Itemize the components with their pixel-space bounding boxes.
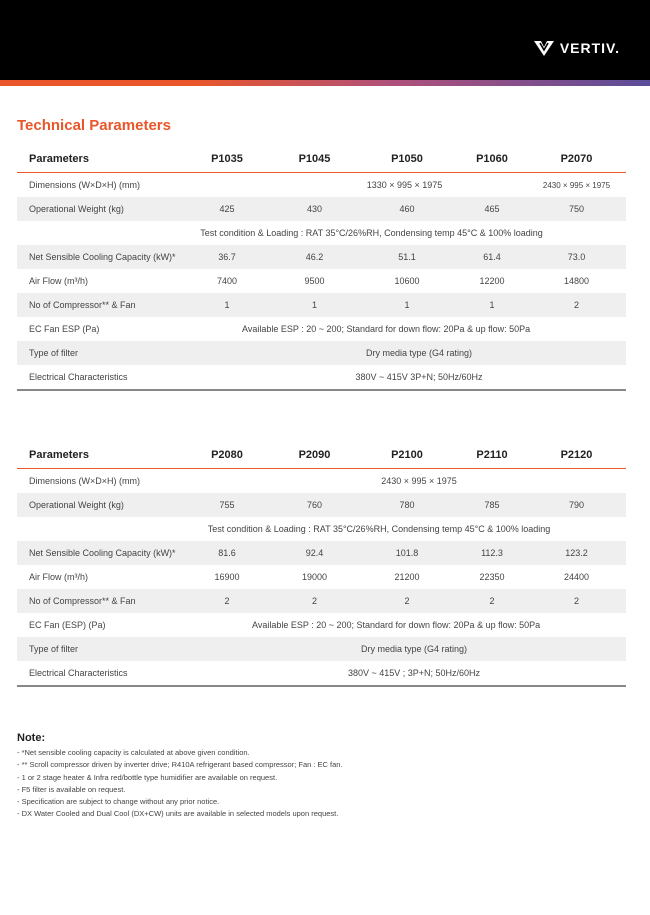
row-label: Net Sensible Cooling Capacity (kW)* — [17, 541, 182, 565]
cell-value: 780 — [357, 493, 457, 517]
table-header-row — [17, 146, 626, 173]
row-label: Dimensions (W×D×H) (mm) — [29, 476, 141, 486]
cell-value: 7400 — [216, 276, 238, 286]
cell-value: 2 — [457, 589, 527, 613]
header-parameters: Parameters — [29, 153, 89, 165]
table-row — [17, 517, 626, 541]
table-row — [17, 565, 626, 589]
cell-value: 81.6 — [182, 541, 272, 565]
cell-value: 101.8 — [357, 541, 457, 565]
cell-value: 14800 — [563, 276, 590, 286]
cell-value: 12200 — [479, 276, 505, 286]
row-label: Operational Weight (kg) — [17, 197, 182, 221]
notes-title: Note: — [17, 732, 46, 744]
row-label: EC Fan (ESP) (Pa) — [29, 620, 106, 630]
header-bar — [0, 0, 650, 80]
test-condition: Test condition & Loading : RAT 35°C/26%RH, Condensing temp 45°C & 100% loading — [207, 524, 551, 534]
table-row — [17, 341, 626, 365]
table-row — [17, 493, 626, 517]
table-row — [17, 245, 626, 269]
row-label: Net Sensible Cooling Capacity (kW)* — [17, 245, 182, 269]
row-label: No of Compressor** & Fan — [17, 293, 182, 317]
header-model: P1035 — [211, 153, 243, 165]
header-model: P2090 — [298, 449, 331, 461]
header-model: P2080 — [211, 449, 243, 461]
cell-value: 2430 × 995 × 1975 — [381, 476, 457, 486]
cell-value: 46.2 — [272, 245, 357, 269]
row-label: Operational Weight (kg) — [17, 493, 182, 517]
row-label: Electrical Characteristics — [29, 668, 128, 678]
table-row — [17, 173, 626, 198]
cell-value: 460 — [357, 197, 457, 221]
table-row — [17, 613, 626, 637]
cell-value: 2 — [182, 589, 272, 613]
cell-value: 425 — [182, 197, 272, 221]
cell-value: 2 — [272, 589, 357, 613]
header-model: P2110 — [476, 449, 508, 461]
row-label: Dimensions (W×D×H) (mm) — [29, 180, 141, 190]
table-row — [17, 269, 626, 293]
table-row — [17, 365, 626, 390]
cell-value: 1 — [357, 293, 457, 317]
note-item: - 1 or 2 stage heater & Infra red/bottle type humidifier are available on request. — [17, 772, 278, 782]
row-label: Electrical Characteristics — [29, 372, 128, 382]
cell-value: 22350 — [479, 572, 505, 582]
spec-table-1 — [17, 146, 626, 391]
cell-value: 1330 × 995 × 1975 — [366, 180, 443, 190]
note-item: - Specification are subject to change without any prior notice. — [17, 797, 220, 807]
cell-value: 2430 × 995 × 1975 — [542, 180, 611, 190]
table-header-row — [17, 442, 626, 469]
table-row — [17, 541, 626, 565]
cell-value: 112.3 — [457, 541, 527, 565]
brand-logo — [534, 38, 620, 58]
notes-section — [17, 732, 343, 821]
cell-value: 36.7 — [182, 245, 272, 269]
cell-value: 750 — [527, 197, 626, 221]
table-row — [17, 197, 626, 221]
cell-value: 790 — [527, 493, 626, 517]
table-row — [17, 317, 626, 341]
header-model: P2070 — [560, 153, 593, 165]
cell-value: 123.2 — [527, 541, 626, 565]
cell-value: 380V ~ 415V 3P+N; 50Hz/60Hz — [355, 372, 483, 382]
row-label: EC Fan ESP (Pa) — [29, 324, 100, 334]
table-row — [17, 661, 626, 686]
cell-value: 785 — [457, 493, 527, 517]
cell-value: 61.4 — [457, 245, 527, 269]
cell-value: 2 — [527, 589, 626, 613]
note-item: - F5 filter is available on request. — [17, 784, 126, 794]
cell-value: 755 — [182, 493, 272, 517]
spec-table-2 — [17, 442, 626, 687]
cell-value: 1 — [272, 293, 357, 317]
vertiv-chevron-icon — [534, 39, 554, 57]
row-label: Air Flow (m³/h) — [29, 572, 88, 582]
page-title: Technical Parameters — [17, 117, 171, 134]
note-item: - DX Water Cooled and Dual Cool (DX+CW) units are available in selected models upon request. — [17, 809, 339, 819]
cell-value: 380V ~ 415V ; 3P+N; 50Hz/60Hz — [347, 668, 481, 678]
header-model: P2100 — [391, 449, 423, 461]
table-row — [17, 637, 626, 661]
brand-name: VERTIV. — [559, 40, 620, 56]
cell-value: Available ESP : 20 ~ 200; Standard for down flow: 20Pa & up flow: 50Pa — [252, 620, 541, 630]
note-item: - *Net sensible cooling capacity is calculated at above given condition. — [17, 748, 250, 757]
header-model: P1060 — [476, 153, 508, 165]
cell-value: 10600 — [394, 276, 420, 286]
header-parameters: Parameters — [29, 449, 89, 461]
cell-value: 19000 — [301, 572, 328, 582]
cell-value: Dry media type (G4 rating) — [182, 341, 626, 365]
test-condition: Test condition & Loading : RAT 35°C/26%RH, Condensing temp 45°C & 100% loading — [200, 228, 543, 238]
cell-value: Dry media type (G4 rating) — [182, 637, 626, 661]
cell-value: 1 — [182, 293, 272, 317]
row-label: Type of filter — [17, 637, 182, 661]
cell-value: 92.4 — [272, 541, 357, 565]
cell-value: 51.1 — [357, 245, 457, 269]
cell-value: 760 — [272, 493, 357, 517]
cell-value: 9500 — [304, 276, 325, 286]
header-model: P2120 — [560, 449, 593, 461]
header-model: P1050 — [391, 153, 423, 165]
note-item: - ** Scroll compressor driven by inverter drive; R410A refrigerant based compressor; Fan : EC fan. — [17, 760, 343, 770]
row-label: No of Compressor** & Fan — [17, 589, 182, 613]
table-row — [17, 469, 626, 494]
cell-value: 430 — [272, 197, 357, 221]
cell-value: 73.0 — [527, 245, 626, 269]
cell-value: 16900 — [214, 572, 240, 582]
gradient-bar — [0, 80, 650, 86]
cell-value: Available ESP : 20 ~ 200; Standard for down flow: 20Pa & up flow: 50Pa — [242, 324, 531, 334]
cell-value: 2 — [357, 589, 457, 613]
header-model: P1045 — [298, 153, 331, 165]
table-row — [17, 293, 626, 317]
cell-value: 21200 — [394, 572, 420, 582]
table-row — [17, 221, 626, 245]
row-label: Type of filter — [17, 341, 182, 365]
table-row — [17, 589, 626, 613]
row-label: Air Flow (m³/h) — [29, 276, 88, 286]
cell-value: 1 — [457, 293, 527, 317]
cell-value: 465 — [457, 197, 527, 221]
cell-value: 2 — [527, 293, 626, 317]
cell-value: 24400 — [563, 572, 590, 582]
